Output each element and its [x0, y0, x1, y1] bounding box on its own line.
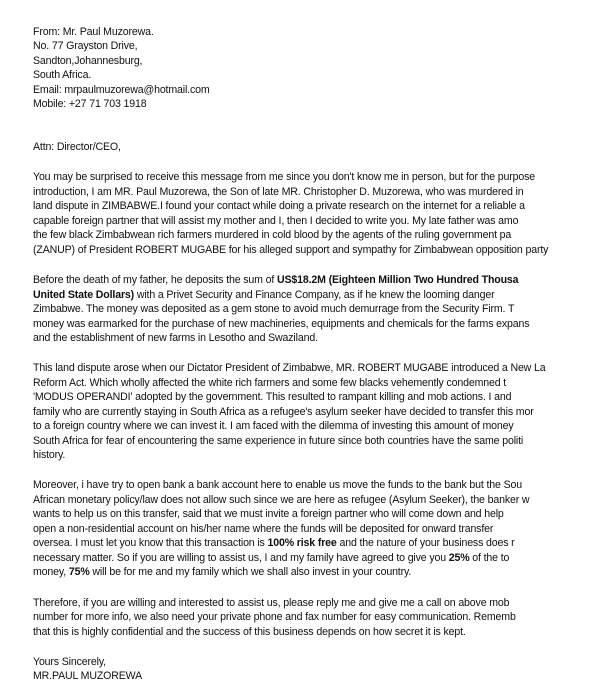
sender-mobile: Mobile: +27 71 703 1918 — [33, 98, 147, 110]
share-percent-bold: 75% — [68, 566, 90, 578]
risk-free-bold: 100% risk free — [267, 537, 337, 549]
text-run: Before the death of my father, he deposits the sum of — [33, 274, 277, 286]
text-run: necessary matter. So if you are willing to assist us, I and my family have agreed to give you — [33, 552, 449, 564]
paragraph-1-line: (ZANUP) of President ROBERT MUGABE for his alleged support and sympathy for Zimbabwean opposition party — [33, 244, 549, 256]
paragraph-2-line: Zimbabwe. The money was deposited as a gem stone to avoid much demurrage from the Security Firm. T — [33, 303, 515, 315]
sender-address-line: No. 77 Grayston Drive, — [33, 40, 138, 52]
paragraph-5-line: number for more info, we also need your private phone and fax number for easy communication. Rememb — [33, 611, 516, 623]
paragraph-3-line: South Africa for fear of encountering the same experience in future since both countries have the same politi — [33, 435, 524, 447]
paragraph-2-line: and the establishment of new farms in Lesotho and Swaziland. — [33, 332, 318, 344]
text-run: oversea. I must let you know that this transaction is — [33, 537, 268, 549]
paragraph-3-line: to a foreign country where we can invest it. I am faced with the dilemma of investing this amount of money — [33, 420, 514, 432]
paragraph-4-line — [33, 537, 515, 550]
sender-address-line: South Africa. — [33, 69, 92, 81]
amount-bold: US$18.2M (Eighteen Million Two Hundred Thousa — [276, 274, 519, 286]
sender-from: From: Mr. Paul Muzorewa. — [33, 26, 154, 38]
paragraph-1-line: the few black Zimbabwean rich farmers murdered in cold blood by the agents of the ruling government pa — [33, 229, 512, 241]
paragraph-2-line: money was earmarked for the purchase of new machineries, equipments and chemicals for the farms expans — [33, 318, 530, 330]
currency-bold: United State Dollars) — [33, 289, 135, 301]
paragraph-4-line: open a non-residential account on his/her name where the funds will be deposited for onward transfer — [33, 523, 494, 535]
paragraph-4-line: wants to help us on this transfer, said that we must invite a foreign partner who will come down and help — [33, 508, 504, 520]
attention-line: Attn: Director/CEO, — [33, 141, 121, 153]
text-run: will be for me and my family which we shall also invest in your country. — [89, 566, 412, 578]
sender-email: Email: mrpaulmuzorewa@hotmail.com — [33, 84, 210, 96]
paragraph-3-line: This land dispute arose when our Dictator President of Zimbabwe, MR. ROBERT MUGABE introduced a New La — [33, 362, 546, 374]
paragraph-3-line: 'MODUS OPERANDI' adopted by the government. This resulted to rampant killing and mob actions. I and — [33, 391, 512, 403]
paragraph-3-line: family who are currently staying in South Africa as a refugee's asylum seeker have decided to transfer this mor — [33, 406, 534, 418]
signature-name: MR.PAUL MUZOREWA — [33, 670, 143, 682]
paragraph-4-line — [33, 566, 411, 579]
share-percent-bold: 25% — [448, 552, 470, 564]
paragraph-5-line: that this is highly confidential and the success of this business depends on how secret it is kept. — [33, 626, 466, 638]
paragraph-1-line: You may be surprised to receive this message from me since you don't know me in person, but for the purpose — [33, 171, 535, 183]
paragraph-4-line — [33, 552, 509, 565]
paragraph-4-line: Moreover, i have try to open bank a bank account here to enable us move the funds to the bank but the Sou — [33, 479, 522, 491]
text-run: money, — [33, 566, 69, 578]
paragraph-1-line: capable foreign partner that will assist my mother and I, then I decided to write you. My late father was amo — [33, 215, 519, 227]
paragraph-3-line: Reform Act. Which wholly affected the white rich farmers and some few blacks vehemently condemned t — [33, 377, 507, 389]
paragraph-2-line — [33, 274, 518, 287]
paragraph-2-line — [33, 289, 494, 302]
paragraph-5-line: Therefore, if you are willing and interested to assist us, please reply me and give me a call on above mob — [33, 597, 510, 609]
paragraph-3-line: history. — [33, 449, 66, 461]
text-run: of the to — [469, 552, 510, 564]
text-run: with a Privet Security and Finance Company, as if he knew the looming danger — [134, 289, 495, 301]
valediction: Yours Sincerely, — [33, 656, 106, 668]
sender-address-line: Sandton,Johannesburg, — [33, 55, 143, 67]
paragraph-1-line: land dispute in ZIMBABWE.I found your contact while doing a private research on the internet for a reliable a — [33, 200, 525, 212]
paragraph-4-line: African monetary policy/law does not allow such since we are here as refugee (Asylum Seeker), the banker w — [33, 494, 530, 506]
paragraph-1-line: introduction, I am MR. Paul Muzorewa, the Son of late MR. Christopher D. Muzorewa, who was murdered in — [33, 186, 524, 198]
text-run: and the nature of your business does r — [336, 537, 515, 549]
